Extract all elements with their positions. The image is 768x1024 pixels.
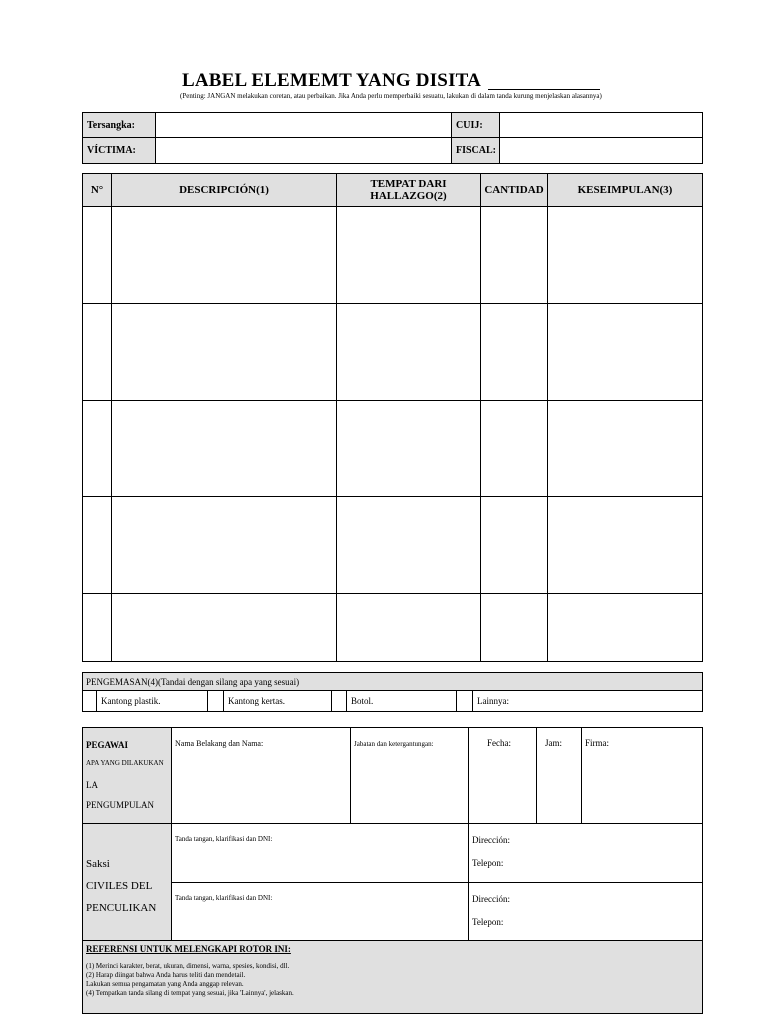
table-row — [83, 497, 703, 594]
suspect-label: Tersangka: — [83, 113, 156, 138]
witness1-signature-label: Tanda tangan, klarifikasi dan DNI: — [175, 835, 273, 843]
table-row — [83, 594, 703, 662]
form-subtitle: (Penting: JANGAN melakukan coretan, atau perbaikan. Jika Anda perlu memperbaiki sesuatu, lakukan di dalam tanda kurung menjelaskan alasannya) — [180, 92, 602, 100]
cell-conclusion[interactable] — [548, 207, 703, 304]
table-row — [83, 207, 703, 304]
cell-place[interactable] — [337, 207, 481, 304]
officer-witness-table — [82, 727, 703, 942]
packaging-option-paper: Kantong kertas. — [224, 691, 332, 712]
cell-place[interactable] — [337, 401, 481, 497]
witness2-contact-cell[interactable] — [469, 883, 703, 942]
col-number: N° — [83, 174, 112, 207]
cell-conclusion[interactable] — [548, 497, 703, 594]
cell-place[interactable] — [337, 497, 481, 594]
packaging-table — [82, 672, 703, 712]
witness1-phone-label: Telepon: — [472, 858, 504, 868]
cell-number[interactable] — [83, 594, 112, 662]
packaging-checkbox-plastic[interactable] — [83, 691, 97, 712]
witness2-address-label: Dirección: — [472, 894, 510, 904]
officer-position-cell[interactable] — [351, 728, 469, 824]
references-notes — [86, 962, 294, 998]
col-place: TEMPAT DARI HALLAZGO(2) — [337, 174, 481, 207]
witness-label-line2: CIVILES DEL — [86, 880, 153, 892]
fiscal-field[interactable] — [500, 138, 703, 164]
officer-name-label: Nama Belakang dan Nama: — [175, 739, 264, 748]
cell-description[interactable] — [112, 207, 337, 304]
title-underline — [488, 89, 600, 90]
witness-section-label — [83, 824, 172, 942]
col-description: DESCRIPCIÓN(1) — [112, 174, 337, 207]
victim-field[interactable] — [156, 138, 452, 164]
form-title: LABEL ELEMEMT YANG DISITA — [182, 70, 482, 91]
packaging-option-other[interactable]: Lainnya: — [473, 691, 703, 712]
cell-number[interactable] — [83, 497, 112, 594]
cell-conclusion[interactable] — [548, 594, 703, 662]
col-conclusion: KESEIMPULAN(3) — [548, 174, 703, 207]
officer-section-label — [83, 728, 172, 824]
cell-quantity[interactable] — [481, 594, 548, 662]
reference-note: (2) Harap diingat bahwa Anda harus teliti dan mendetail. — [86, 971, 246, 979]
witness2-phone-label: Telepon: — [472, 917, 504, 927]
cell-number[interactable] — [83, 304, 112, 401]
items-table — [82, 173, 703, 662]
witness2-signature-label: Tanda tangan, klarifikasi dan DNI: — [175, 894, 273, 902]
cell-description[interactable] — [112, 497, 337, 594]
witness1-signature-cell[interactable] — [172, 824, 469, 883]
reference-note: (1) Merinci karakter, berat, ukuran, dimensi, warna, spesies, kondisi, dll. — [86, 962, 290, 970]
witness2-signature-cell[interactable] — [172, 883, 469, 942]
packaging-title: PENGEMASAN(4)(Tandai dengan silang apa yang sesuai) — [83, 673, 703, 691]
packaging-checkbox-bottle[interactable] — [332, 691, 347, 712]
officer-time-cell[interactable] — [537, 728, 582, 824]
cuij-label: CUIJ: — [452, 113, 500, 138]
packaging-checkbox-paper[interactable] — [208, 691, 224, 712]
victim-label: VÍCTIMA: — [83, 138, 156, 164]
fiscal-label: FISCAL: — [452, 138, 500, 164]
officer-date-label: Fecha: — [487, 738, 511, 748]
cell-description[interactable] — [112, 594, 337, 662]
officer-label-line2: APA YANG DILAKUKAN — [86, 759, 164, 767]
cell-quantity[interactable] — [481, 401, 548, 497]
cell-conclusion[interactable] — [548, 401, 703, 497]
officer-label-line4: PENGUMPULAN — [86, 800, 155, 810]
references-box — [82, 940, 703, 1014]
officer-signature-cell[interactable] — [582, 728, 703, 824]
reference-note: Lakukan semua pengamatan yang Anda anggap relevan. — [86, 980, 244, 988]
officer-time-label: Jam: — [545, 738, 562, 748]
cuij-field[interactable] — [500, 113, 703, 138]
cell-description[interactable] — [112, 401, 337, 497]
col-quantity: CANTIDAD — [481, 174, 548, 207]
cell-conclusion[interactable] — [548, 304, 703, 401]
officer-signature-label: Firma: — [585, 738, 609, 748]
cell-quantity[interactable] — [481, 304, 548, 401]
packaging-checkbox-other[interactable] — [457, 691, 473, 712]
cell-quantity[interactable] — [481, 497, 548, 594]
suspect-field[interactable] — [156, 113, 452, 138]
references-title: REFERENSI UNTUK MELENGKAPI ROTOR INI: — [86, 944, 291, 954]
witness-label-line1: Saksi — [86, 858, 110, 870]
cell-place[interactable] — [337, 594, 481, 662]
header-fields-table — [82, 112, 703, 164]
cell-place[interactable] — [337, 304, 481, 401]
cell-quantity[interactable] — [481, 207, 548, 304]
officer-position-label: Jabatan dan ketergantungan: — [354, 740, 434, 748]
officer-label-line1: PEGAWAI — [86, 740, 129, 750]
officer-name-cell[interactable] — [172, 728, 351, 824]
table-row — [83, 304, 703, 401]
packaging-option-bottle: Botol. — [347, 691, 457, 712]
witness-label-line3: PENCULIKAN — [86, 902, 157, 914]
witness1-address-label: Dirección: — [472, 835, 510, 845]
cell-number[interactable] — [83, 207, 112, 304]
officer-date-cell[interactable] — [469, 728, 537, 824]
reference-note: (4) Tempatkan tanda silang di tempat yang sesuai, jika 'Lainnya', jelaskan. — [86, 989, 294, 997]
officer-label-line3: LA — [86, 780, 98, 790]
packaging-option-plastic: Kantong plastik. — [97, 691, 208, 712]
cell-description[interactable] — [112, 304, 337, 401]
table-row — [83, 401, 703, 497]
witness1-contact-cell[interactable] — [469, 824, 703, 883]
cell-number[interactable] — [83, 401, 112, 497]
